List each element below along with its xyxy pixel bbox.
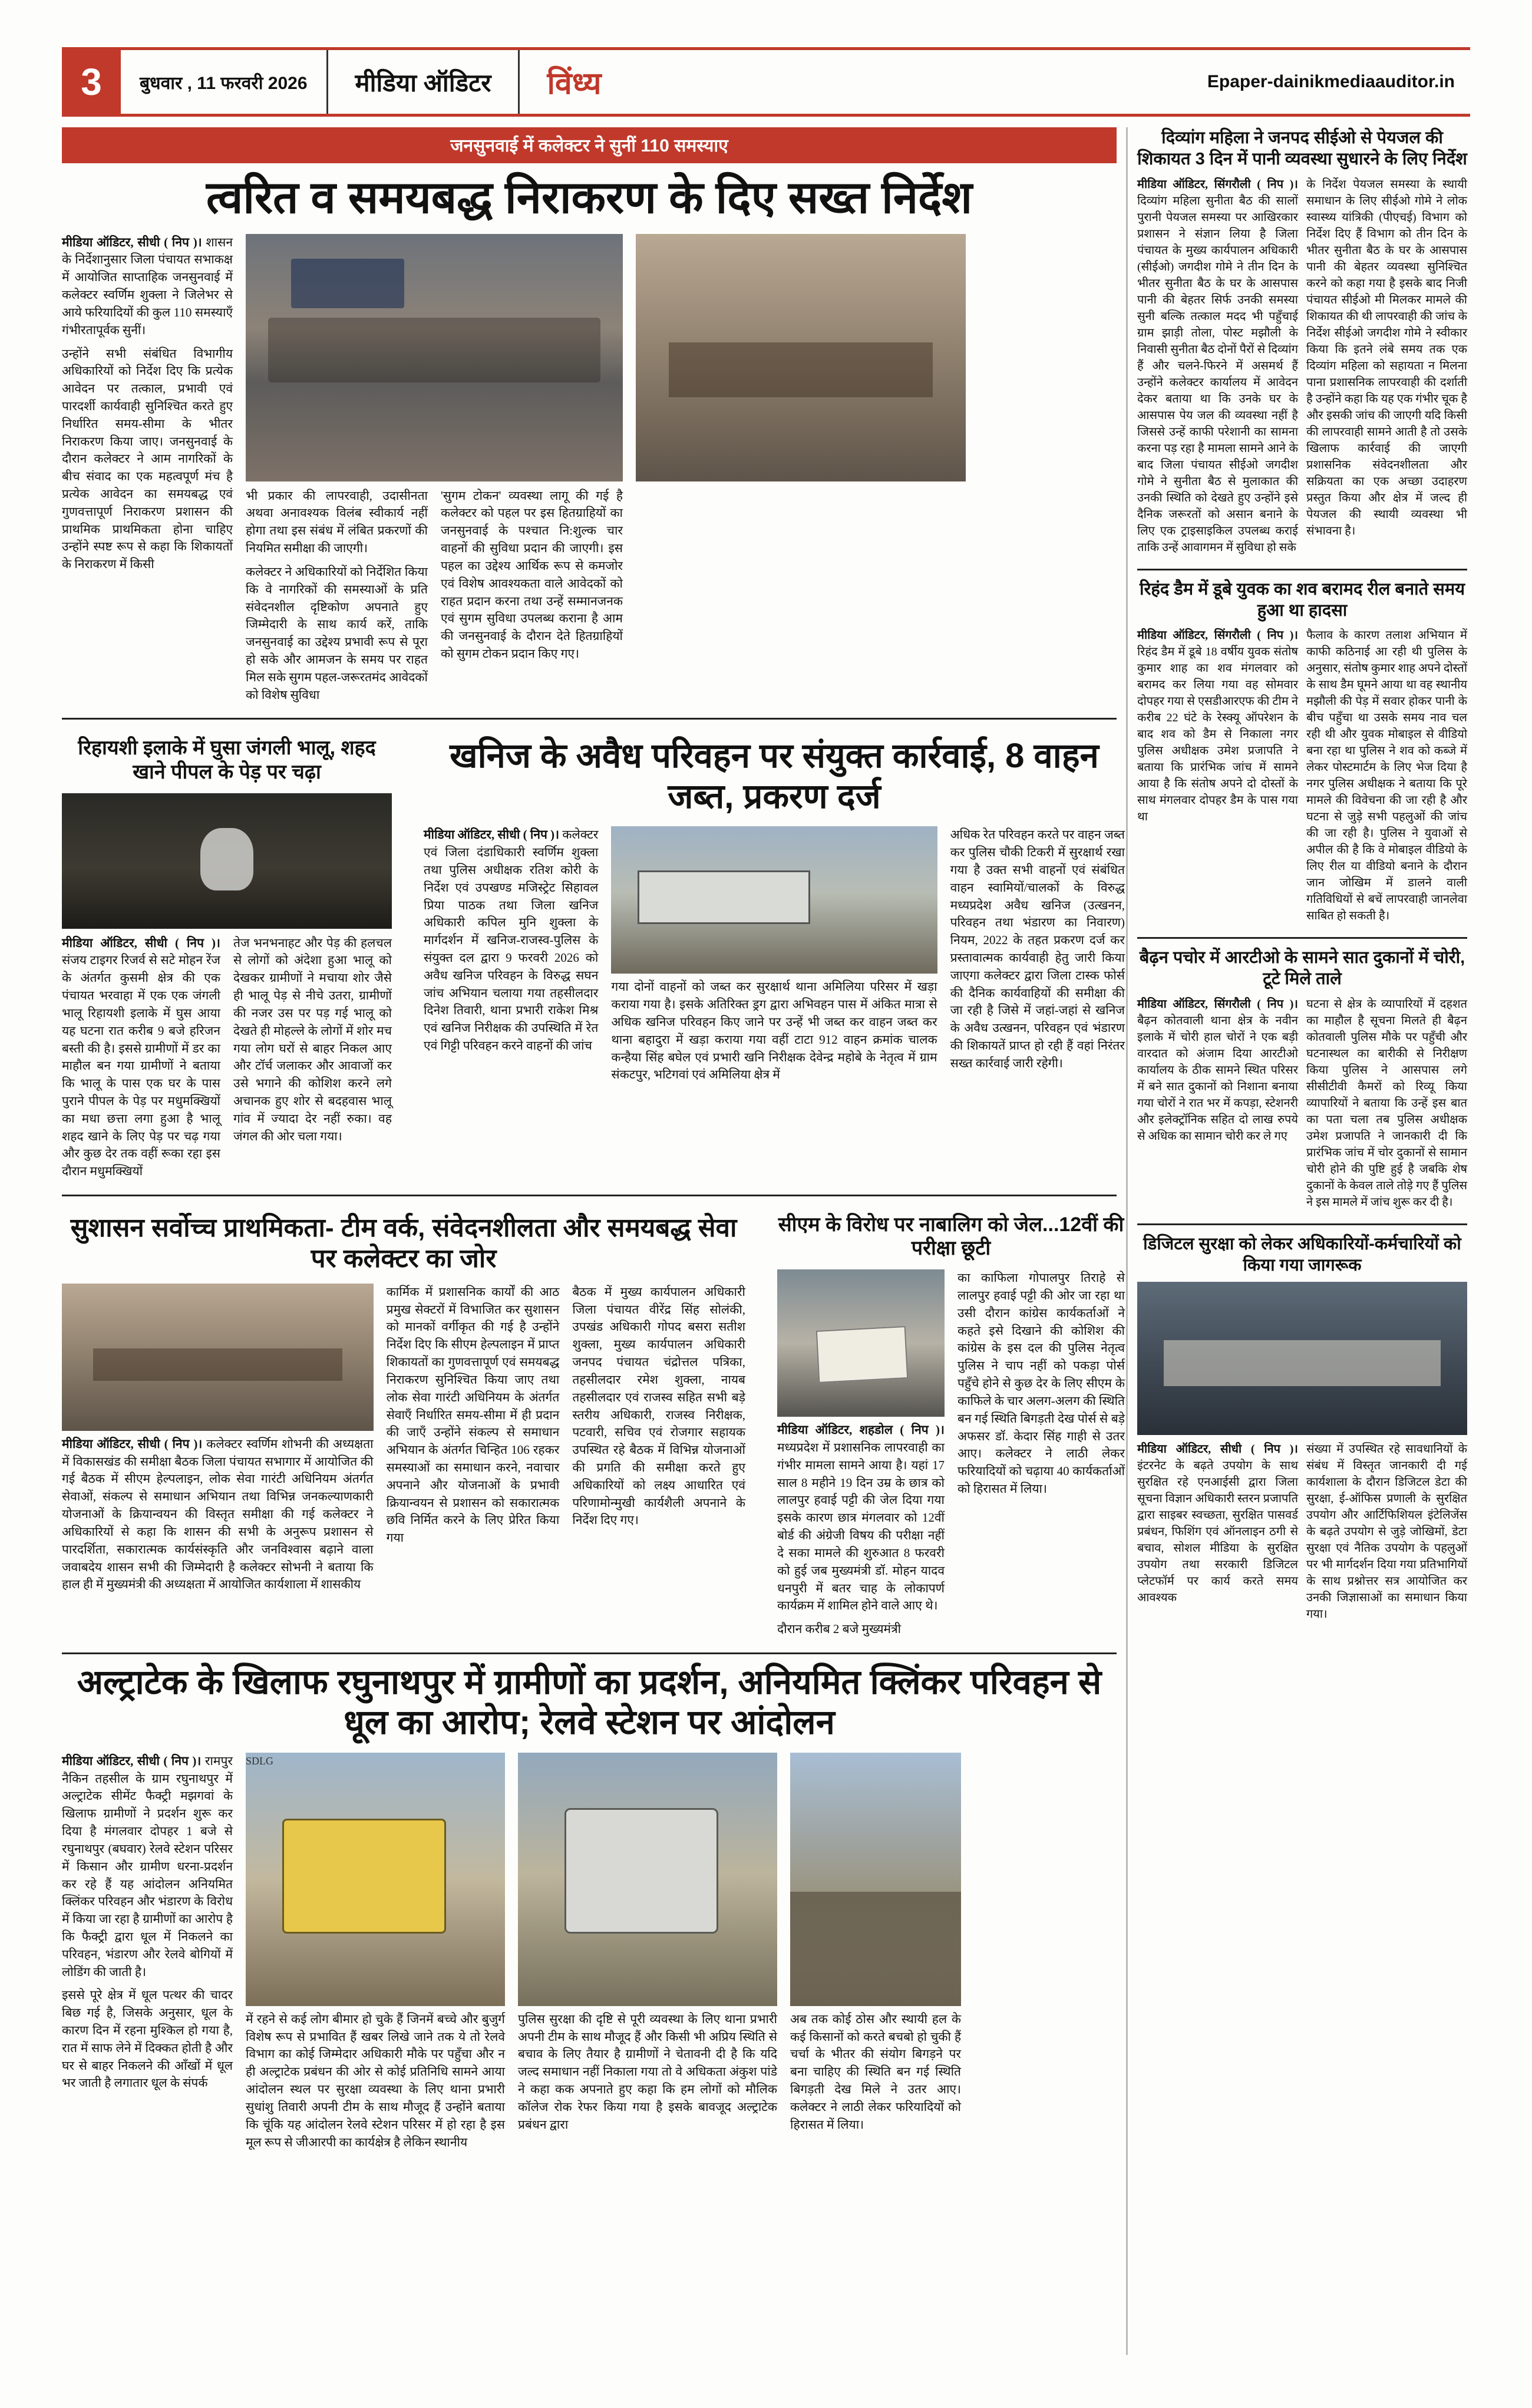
dam-headline: रिहंद डैम में डूबे युवक का शव बरामद रील बनाते समय हुआ था हादसा — [1139, 579, 1465, 620]
article-digital — [1137, 1233, 1467, 1628]
article-dam — [1137, 579, 1467, 929]
article-bear — [62, 728, 405, 1186]
row-secondary — [62, 728, 1125, 1186]
photo-digital-awareness-workshop — [1137, 1282, 1467, 1435]
article-governance — [62, 1205, 758, 1644]
dam-para-1: रिहंद डैम में डूबे 18 वर्षीय युवक संतोष कुमार शाह का शव मंगलवार को बरामद कर लिया गया वह सोमवार दोपहर गया से एसडीआरएफ की टीम ने करीब 22 घंटे के रेस्क्यू ऑपरेशन के बाद शव को डैम से निकाला नगर पुलिस अधीक्षक उमेश प्रजापति ने बताया कि प्रारंभिक जांच में सामने आया है कि संतोष अपने दो दोस्तों के साथ मंगलवार दोपहर डैम के पास गया था — [1137, 645, 1298, 823]
juvenile-para-1: मध्यप्रदेश में प्रशासनिक लापरवाही का गंभीर मामला सामने आया है। यहां 17 साल 8 महीने 19 दिन उम्र के छात्र को लालपुर हवाई पट्टी की जेल दिया गया इसके कारण छात्र मंगलवार को 12वीं बोर्ड की अंग्रेजी विषय की परीक्षा नहीं दे सका मामले की शुरुआत 8 फरवरी को हुई जब मुख्यमंत्री डॉ. मोहन यादव धनपुरी में बतर चाह के लोकापर्ण कार्यक्रम में शामिल होने वाले आए थे। — [777, 1440, 945, 1613]
governance-para-1: कलेक्टर स्वर्णिम शोभनी की अध्यक्षता में विकासखंड की समीक्षा बैठक जिला पंचायत सभागार में आयोजित की गई बैठक में सीएम हेल्पलाइन, लोक सेवा गारंटी अधिनियम अंतर्गत सेवाओं, संकल्प से समाधान अभियान तथा विभिन्न जनकल्याणकारी योजनाओं के क्रियान्वयन की विस्तृत समीक्षा की गई कलेक्टर ने अधिकारियों से कहा कि शासन की सभी के अनुरूप प्रशासन से पारदर्शिता, सकारात्मक कार्यसंस्कृति और जनविश्वास बढ़ाने वाला जवाबदेय शासन सभी की जिम्मेदारी है कलेक्टर सोभनी ने बताया कि हाल ही में मुख्यमंत्री की अध्यक्षता में आयोजित कार्यशाला में शासकीय — [62, 1436, 374, 1592]
edition-region: विंध्य — [547, 66, 602, 101]
photo-collector-hearing — [636, 234, 966, 481]
bear-byline: मीडिया ऑडिटर, सीधी ( निप )। — [62, 935, 220, 950]
ultratech-para-1: रामपुर नैकिन तहसील के ग्राम रघुनाथपुर में अल्ट्राटेक सीमेंट फैक्ट्री मझगवां के खिलाफ ग्रामीणों ने प्रदर्शन शुरू कर दिया है मंगलवार दोपहर 1 बजे से रघुनाथपुर (बघवार) रेलवे स्टेशन परिसर में किसान और ग्रामीण धरना-प्रदर्शन कर रहे हैं यह आंदोलन अनियमित क्लिंकर परिवहन और भंडारण के विरोध में किया जा रहा है ग्रामीणों का आरोप है कि फैक्ट्री द्वारा धूल में निकलने का परिवहन, भंडारण और रेलवे बोगियों में लोडिंग की जाती है। — [62, 1753, 233, 1979]
lead-para-4: कलेक्टर ने अधिकारियों को निर्देशित किया कि वे नागरिकों की समस्याओं के प्रति संवेदनशील दृष्टिकोण अपनाते हुए जिम्मेदारी के साथ कार्य करें, ताकि जनसुनवाई का उद्देश्य प्रभावी रूप से पूरा हो सके और आमजन के समय पर राहत मिल सके सुगम पहल-जरूरतमंद आवेदकों को विशेष सुविधा — [246, 564, 428, 702]
photo-caption-sdlg: SDLG — [246, 1754, 274, 1767]
photo-wheel-loader — [518, 1753, 777, 2006]
divyang-byline: मीडिया ऑडिटर, सिंगरौली ( निप )। — [1137, 177, 1298, 191]
row-tertiary — [62, 1205, 1125, 1644]
juvenile-para-2: दौरान करीब 2 बजे मुख्यमंत्री — [777, 1622, 902, 1637]
article-divyang — [1137, 127, 1467, 560]
ultratech-headline: अल्ट्राटेक के खिलाफ रघुनाथपुर में ग्रामीणों का प्रदर्शन, अनियमित क्लिंकर परिवहन से धूल का आरोप; रेलवे स्टेशन पर आंदोलन — [77, 1662, 1102, 1742]
website-url[interactable]: Epaper-dainikmediaauditor.in — [1207, 72, 1455, 91]
publication-title: मीडिया ऑडिटर — [328, 50, 520, 114]
photo-seized-vehicles — [611, 826, 937, 974]
mineral-para-2: गया दोनों वाहनों को जब्त कर सुरक्षार्थ थाना अमिलिया परिसर में खड़ा कराया गया है। इसके अतिरिक्त ड्रग द्वारा अभिवहन पास में अंकित मात्रा से अधिक खनिज परिवहन किए जाने पर उन्हें भी जब्त कर वाहन जब्त कर थाना बहादुरा में खड़ा कराया गया वहीं टाटा 912 वाहन क्रमांक चालक कन्हैया सिंह बघेल एवं प्रभारी खनि निरीक्षक देवेन्द्र महोबे के नेतृत्व में ग्राम संकटपुर, भटिगवां एवं अमिलिया क्षेत्र में — [611, 979, 937, 1082]
main-content-zone — [62, 127, 1125, 2355]
bear-headline: रिहायशी इलाके में घुसा जंगली भालू, शहद खाने पीपल के पेड़ पर चढ़ा — [78, 737, 376, 783]
bear-para-1: संजय टाइगर रिजर्व से सटे मोहन रेंज के अंतर्गत कुसमी क्षेत्र की एक पंचायत भरवाहा में एक एक जंगली भालू रिहायशी इलाके में घुस आया यह घटना रात करीब 9 बजे हरिजन बस्ती की है। इससे ग्रामीणों में डर का माहौल बन गया ग्रामीणों ने बताया कि भालू के पास एक घर के पास पुराने पीपल के पेड़ पर मधुमक्खियों का मधा छत्ता लगा हुआ है भालू शहद खाने के लिए पेड़ पर चढ़ गया और कुछ देर तक वहीं रूका रहा इस दौरान मधुमक्खियों — [62, 953, 220, 1179]
dam-para-2: फैलाव के कारण तलाश अभियान में काफी कठिनाई आ रही थी पुलिस के अनुसार, संतोष कुमार शाह अपने दोस्तों के साथ डैम घूमने आया था वह स्थानीय मझौली की पेड़ में सवार होकर पानी के बीच पहुँचा था उसके समय नाव चल रही थी और युवक मोबाइल से वीडियो बना रहा था पुलिस ने शव को कब्जे में लेकर पोस्टमार्टम के लिए भेज दिया है नगर पुलिस अधीक्षक ने बताया कि पूरे मामले की विवेचना की जा रही है और घटना से जुड़े सभी पहलुओं की जांच की जा रही है। पुलिस ने युवाओं से अपील की है कि वे मोबाइल वीडियो के लिए रील या वीडियो बनाने के दौरान जान जोखिम में डालने वाली गतिविधियों से बचें लापरवाही जानलेवा साबित हो सकती है। — [1306, 629, 1467, 922]
divyang-headline: दिव्यांग महिला ने जनपद सीईओ से पेयजल की शिकायत 3 दिन में पानी व्यवस्था सुधारने के लिए निर्देश — [1137, 128, 1467, 169]
mineral-para-1: कलेक्टर एवं जिला दंडाधिकारी स्वर्णिम शुक्ला तथा पुलिस अधीक्षक रतिश कोरी के निर्देश एवं उपखण्ड मजिस्ट्रेट सिहावल प्रिया पाठक तथा जिला खनिज अधिकारी कपिल मुनि शुक्ला के मार्गदर्शन में खनिज-राजस्व-पुलिस के संयुक्त दल द्वारा 9 फरवरी 2026 को अवैध खनिज परिवहन के विरुद्ध सघन जांच अभियान चलाया गया तहसीलदार दिनेश तिवारी, थाना प्रभारी राकेश मिश्र एवं खनिज निरीक्षक की उपस्थिति में रेत एवं गिट्टी परिवहन करने वाहनों की जांच — [424, 827, 599, 1053]
lead-byline: मीडिया ऑडिटर, सीधी ( निप )। — [62, 235, 202, 249]
ultratech-para-5: अब तक कोई ठोस और स्थायी हल के कई किसानों को करते बचबो हो चुकी हैं चर्चा के भीतर की संयोग बिगड़ने पर बना चाहिए की स्थिति बन गई स्थिति बिगड़ती देख मिले ने उतर आए। कलेक्टर ने लाठी लेकर फरियादियों को हिरासत में लिया। — [790, 2011, 961, 2132]
photo-janasunwai-hall — [246, 234, 623, 481]
article-mineral — [424, 728, 1125, 1186]
lead-headline: त्वरित व समयबद्ध निराकरण के दिए सख्त निर्देश — [206, 173, 973, 223]
publication-date: बुधवार , 11 फरवरी 2026 — [121, 50, 328, 114]
page-number: 3 — [62, 50, 121, 114]
digital-byline: मीडिया ऑडिटर, सीधी ( निप )। — [1137, 1443, 1298, 1456]
digital-headline: डिजिटल सुरक्षा को लेकर अधिकारियों-कर्मचारियों को किया गया जागरूक — [1143, 1234, 1461, 1275]
theft-para-1: बैढ़न कोतवाली थाना क्षेत्र के नवीन इलाके में चोरी हाल चोरों ने एक बड़ी वारदात को अंजाम दिया आरटीओ कार्यालय के ठीक सामने स्थित परिसर में बने सात दुकानों को निशाना बनाया गया चोरों ने रात भर में कपड़ा, स्टेशनरी और इलेक्ट्रॉनिक सहित दो लाख रुपये से अधिक का सामान चोरी कर ले गए — [1137, 1014, 1298, 1143]
article-lead — [62, 127, 1117, 710]
photo-student-admit-card — [777, 1269, 945, 1417]
lead-para-5: 'सुगम टोकन' व्यवस्था लागू की गई है कलेक्टर को पहल पर इस हितग्राहियों का जनसुनवाई के पश्चात नि:शुल्क चार वाहनों की सुविधा प्रदान की जाएगी। इस पहल का उद्देश्य आर्थिक रूप से कमजोर एवं विशेष आवश्यकता वाले आवेदकों को राहत प्रदान करना तथा उन्हें सम्मानजनक एवं सुगम सुविधा उपलब्ध कराना है आम की जनसुनवाई के दौरान देते हितग्राहियों को सुगम टोकन प्रदान किए गए। — [441, 488, 623, 661]
governance-para-2: कार्मिक में प्रशासनिक कार्यों की आठ प्रमुख सेक्टरों में विभाजित कर सुशासन को मानकों वर्गीकृत की गई है उन्होंने निर्देश दिए कि सीएम हेल्पलाइन में प्राप्त शिकायतों का गुणवत्तापूर्ण एवं समयबद्ध निराकरण सुनिश्चित किया जाए तथा लोक सेवा गारंटी अधिनियम के अंतर्गत सेवाएँ निर्धारित समय-सीमा में ही प्रदान की जाएँ उन्होंने संकल्प से समाधान अभियान के अंतर्गत चिन्हित 106 रहकर समस्याओं का समाधान करने, नवाचार अपनाने और योजनाओं के प्रभावी क्रियान्वयन से प्रशासन को सकारात्मक छवि निर्मित करने के लिए प्रेरित किया गया — [386, 1284, 560, 1545]
article-theft — [1137, 947, 1467, 1215]
mineral-byline: मीडिया ऑडिटर, सीधी ( निप )। — [424, 827, 560, 842]
divyang-para-1: दिव्यांग महिला सुनीता बैठ की सालों पुरानी पेयजल समस्या पर आखिरकार प्रशासन ने संज्ञान लिया है जिला पंचायत के मुख्य कार्यपालन अधिकारी (सीईओ) जगदीश गोमे ने तीन दिन के भीतर सुनीता बैठ के घर के आसपास पानी की बेहतर सिर्फ उनकी समस्या सुनी बल्कि तत्काल मदद भी पहुँचाई ग्राम झाड़ी तोला, पोस्ट मझौली के निवासी सुनीता बैठ दोनों पैरों से दिव्यांग हैं और चलने-फिरने में असमर्थ हैं उन्होंने कलेक्टर कार्यालय में आवेदन देकर बताया था कि उनके घर के आसपास पेय जल की व्यवस्था नहीं है जिससे उन्हें काफी परेशानी का सामना करना पड़ रहा है मामला सामने आने के बाद जिला पंचायत सीईओ जगदीश गोमे ने सुनीता बैठ से मुलाकात की उनकी स्थिति को देखते हुए उन्होंने इसे दैनिक जरूरतों को असान बनाने के लिए एक ट्राइसाइकिल उपलब्ध कराई ताकि उन्हें आवागमन में सुविधा हो सके — [1137, 194, 1298, 554]
juvenile-byline: मीडिया ऑडिटर, शहडोल ( निप )। — [777, 1423, 945, 1437]
lead-para-3: भी प्रकार की लापरवाही, उदासीनता अथवा अनावश्यक विलंब स्वीकार्य नहीं होगा तथा इस संबंध में लंबित प्रकरणों की नियमित समीक्षा की जाएगी। — [246, 488, 428, 556]
lead-para-1: शासन के निर्देशानुसार जिला पंचायत सभाकक्ष में आयोजित साप्ताहिक जनसुनवाई में कलेक्टर स्वर्णिम शुक्ला ने जिलेभर से आये फरियादियों की कुल 110 समस्याएँ गंभीरतापूर्वक सुनीं। — [62, 235, 233, 337]
ultratech-para-3: में रहने से कई लोग बीमार हो चुके हैं जिनमें बच्चे और बुजुर्ग विशेष रूप से प्रभावित हैं खबर लिखे जाने तक ये तो रेलवे विभाग का कोई जिम्मेदार अधिकारी मौके पर पहुँचा और न ही अल्ट्राटेक प्रबंधन की ओर से कोई प्रतिनिधि सामने आया आंदोलन स्थल पर सुरक्षा व्यवस्था के लिए थाना प्रभारी सुधांशु तिवारी अपनी टीम के साथ मौजूद हैं उन्होंने बताया कि चूंकि यह आंदोलन रेलवे स्टेशन परिसर में हो रहा है इस मूल रूप से जीआरपी का कार्यक्षेत्र है लेकिन स्थानीय — [246, 2011, 505, 2149]
mineral-para-3: अधिक रेत परिवहन करते पर वाहन जब्त कर पुलिस चौकी टिकरी में सुरक्षार्थ रखा गया है उक्त सभी वाहनों एवं संबंधित वाहन स्वामियों/चालकों के विरुद्ध मध्यप्रदेश अवैध खनिज (उत्खनन, परिवहन तथा भंडारण का निवारण) नियम, 2022 के तहत प्रकरण दर्ज कर प्रस्तावात्मक कार्यवाही हेतु जारी किया जाएगा कलेक्टर द्वारा जिला टास्क फोर्स की दैनिक कार्यवाहियों की समीक्षा की जा रही है जिसे में जहां-जहां से खनिज के अवैध उत्खनन, परिवहन एवं भंडारण की शिकायतें प्राप्त हो रही हैं वहां निरंतर सख्त कार्रवाई जारी रहेगी। — [950, 827, 1125, 1070]
ultratech-para-2: इससे पूरे क्षेत्र में धूल पत्थर की चादर बिछ गई है, जिसके अनुसार, धूल के कारण दिन में रहना मुश्किल हो गया है, रात में साफ लेने में दिक्कत होती है और घर से बाहर निकलने की आँखों में धूल भर जाती है लगातार धूल के संपर्क — [62, 1988, 233, 2090]
photo-clinker-loading — [246, 1753, 505, 2006]
governance-byline: मीडिया ऑडिटर, सीधी ( निप )। — [62, 1436, 203, 1451]
governance-para-3: बैठक में मुख्य कार्यपालन अधिकारी जिला पंचायत वीरेंद्र सिंह सोलंकी, उपखंड अधिकारी गोपद बसरा सतीश शुक्ला, मुख्य कार्यपालन अधिकारी जनपद पंचायत चंद्रोत्तल पत्रिका, तहसीलदार रमेश शुक्ला, नायब तहसीलदार एवं राजस्व सहित सभी बड़े स्तरीय अधिकारी, राजस्व निरीक्षक, पटवारी, सचिव एवं रोजगार सहायक उपस्थित रहे बैठक में विभिन्न योजनाओं की प्रगति की समीक्षा करते हुए अधिकारियों को लक्ष्य आधारित एवं परिणामोन्मुखी कार्यशैली अपनाने के निर्देश दिए गए। — [572, 1284, 745, 1528]
juvenile-para-3: का काफिला गोपालपुर तिराहे से लालपुर हवाई पट्टी की ओर जा रहा था उसी दौरान कांग्रेस कार्यकर्ताओं ने कहते इसे दिखाने की कोशिश की कांग्रेस के इस दल की पुलिस नेतृत्व पुलिस ने चाप नहीं को पकड़ा पोर्स पहुँचे होने से कुछ देर के लिए सीएम के काफिले के चार अलग-अलग की स्थिति बन गई स्थिति बिगड़ती देख पोर्स से बड़े अफसर डॉ. केदार सिंह गाही से उतर आए। कलेक्टर ने लाठी लेकर फरियादियों को चढ़ाया 40 कार्यकर्ताओं को हिरासत में लिया। — [958, 1271, 1125, 1496]
lead-kicker: जनसुनवाई में कलेक्टर ने सुनीं 110 समस्याए — [62, 127, 1117, 163]
digital-para-1: इंटरनेट के बढ़ते उपयोग के साथ सुरक्षित रहे एनआईसी द्वारा जिला सूचना विज्ञान अधिकारी स्तरन प्रजापति द्वारा साइबर स्वच्छता, सुरक्षित पासवर्ड प्रबंधन, फिशिंग एवं ऑनलाइन ठगी से बचाव, सोशल मीडिया के सुरक्षित उपयोग तथा सरकारी डिजिटल प्लेटफॉर्म पर कार्य करते समय आवश्यक — [1137, 1459, 1298, 1604]
bear-para-2: तेज भनभनाहट और पेड़ की हलचल से लोगों को अंदेशा हुआ भालू को देखकर ग्रामीणों ने मचाया शोर जैसे ही भालू पेड़ से नीचे उतरा, ग्रामीणों की नजर उस पर पड़ गई भालू को देखते ही मोहल्ले के लोगों में शोर मच गया लोग घरों से बाहर निकल आए और टॉर्च जलाकर और आवाजों कर उसे भगाने की कोशिश करने लगे अचानक हुए शोर से बदहवास भालू गांव में ज्यादा देर नहीं रुका। वह जंगल की ओर चला गया। — [233, 935, 392, 1143]
photo-villagers-protest — [790, 1753, 961, 2006]
photo-bear-on-tree — [62, 793, 392, 929]
governance-headline: सुशासन सर्वोच्च प्राथमिकता- टीम वर्क, संवेदनशीलता और समयबद्ध सेवा पर कलेक्टर का जोर — [70, 1213, 737, 1273]
theft-headline: बैढ़न पचोर में आरटीओ के सामने सात दुकानों में चोरी, टूटे मिले ताले — [1139, 948, 1465, 989]
article-juvenile — [777, 1205, 1125, 1644]
mineral-headline: खनिज के अवैध परिवहन पर संयुक्त कार्रवाई, 8 वाहन जब्त, प्रकरण दर्ज — [450, 737, 1099, 816]
theft-para-2: घटना से क्षेत्र के व्यापारियों में दहशत का माहौल है सूचना मिलते ही बैढ़न कोतवाली पुलिस मौके पर पहुँची और घटनास्थल का बारीकी से निरीक्षण किया पुलिस ने आसपास लगे सीसीटीवी कैमरों को रिव्यू किया व्यापारियों ने बताया कि उन्हें इस बात का पता चला तब पुलिस अधीक्षक उमेश प्रजापति ने जानकारी दी कि प्रारंभिक जांच में चोर दुकानों से सामान चोरी होने की पुष्टि हुई है जबकि शेष दुकानों के केवल ताले तोड़े गए हैं पुलिस ने इस मामले में जांच शुरू कर दी है। — [1306, 997, 1467, 1209]
article-ultratech — [62, 1662, 1117, 2157]
lead-para-2: उन्होंने सभी संबंधित विभागीय अधिकारियों को निर्देश दिए कि प्रत्येक आवेदन पर तत्काल, प्रभावी एवं पारदर्शी कार्यवाही सुनिश्चित करते हुए निर्धारित समय-सीमा के भीतर निराकरण किया जाए। जनसुनवाई के दौरान कलेक्टर ने आम नागरिकों के बीच संवाद का एक महत्वपूर्ण मंच है प्रत्येक आवेदन का समयबद्ध एवं गुणवत्तापूर्ण निराकरण प्रशासन की प्राथमिक प्राथमिकता होना चाहिए उन्होंने स्पष्ट रूप से कहा कि शिकायतों के निराकरण में किसी — [62, 346, 233, 572]
masthead — [62, 47, 1470, 117]
divyang-para-2: के निर्देश पेयजल समस्या के स्थायी समाधान के लिए सीईओ गोमे ने लोक स्वास्थ्य यांत्रिकी (पीएचई) विभाग को निर्देश दिए हैं विभाग को तीन दिन के भीतर सुनीता बैठ के घर के आसपास पानी की बेहतर व्यवस्था सुनिश्चित करने को कहा गया है इसके बाद निजी पंचायत सीईओ मी मिलकर मामले की शिकायत की थी लापरवाही की जांच के निर्देश सीईओ जगदीश गोमे ने स्वीकार किया कि इतने लंबे समय तक एक दिव्यांग महिला को सहायता न मिलना पाना प्रशासनिक लापरवाही की दर्शाती है उन्होंने कहा कि यह एक गंभीर चूक है और इसकी जांच की जाएगी यदि किसी की लापरवाही सामने आती है तो उसके खिलाफ कार्रवाई की जाएगी प्रशासनिक संवेदनशीलता और सक्रियता का एक अच्छा उदाहरण प्रस्तुत किया और क्षेत्र में जल्द ही पेयजल की स्थायी व्यवस्था भी संभावना है। — [1306, 177, 1467, 537]
right-rail — [1137, 127, 1467, 2355]
theft-byline: मीडिया ऑडिटर, सिंगरौली ( निप )। — [1137, 997, 1298, 1011]
ultratech-byline: मीडिया ऑडिटर, सीधी ( निप )। — [62, 1753, 202, 1768]
ultratech-para-4: पुलिस सुरक्षा की दृष्टि से पूरी व्यवस्था के लिए थाना प्रभारी अपनी टीम के साथ मौजूद हैं और किसी भी अप्रिय स्थिति से बचाव के लिए तैयार है ग्रामीणों ने चेतावनी दी है कि यदि जल्द समाधान नहीं निकाला गया तो वे अधिकता अंकुश पांडे ने कहा कक अपनाते हुए कहा कि हम लोगों को मौलिक कॉलेज रोक रेफर किया गया है इसके बावजूद अल्ट्राटेक प्रबंधन द्वारा — [518, 2011, 777, 2132]
dam-byline: मीडिया ऑडिटर, सिंगरौली ( निप )। — [1137, 629, 1298, 642]
juvenile-headline: सीएम के विरोध पर नाबालिग को जेल...12वीं की परीक्षा छूटी — [778, 1213, 1124, 1260]
digital-para-2: संख्या में उपस्थित रहे सावधानियों के संबंध में विस्तृत जानकारी दी गई कार्यशाला के दौरान डिजिटल डेटा की सुरक्षा, ई-ऑफिस प्रणाली के सुरक्षित उपयोग और आर्टिफिशियल इंटेलिजेंस के बढ़ते उपयोग से जुड़े जोखिमों, डेटा सुरक्षा एवं नैतिक उपयोग के पहलुओं पर भी मार्गदर्शन दिया गया प्रतिभागियों के साथ प्रश्नोत्तर सत्र आयोजित कर उनकी जिज्ञासाओं का समाधान किया गया। — [1306, 1443, 1467, 1621]
photo-review-meeting — [62, 1284, 374, 1431]
